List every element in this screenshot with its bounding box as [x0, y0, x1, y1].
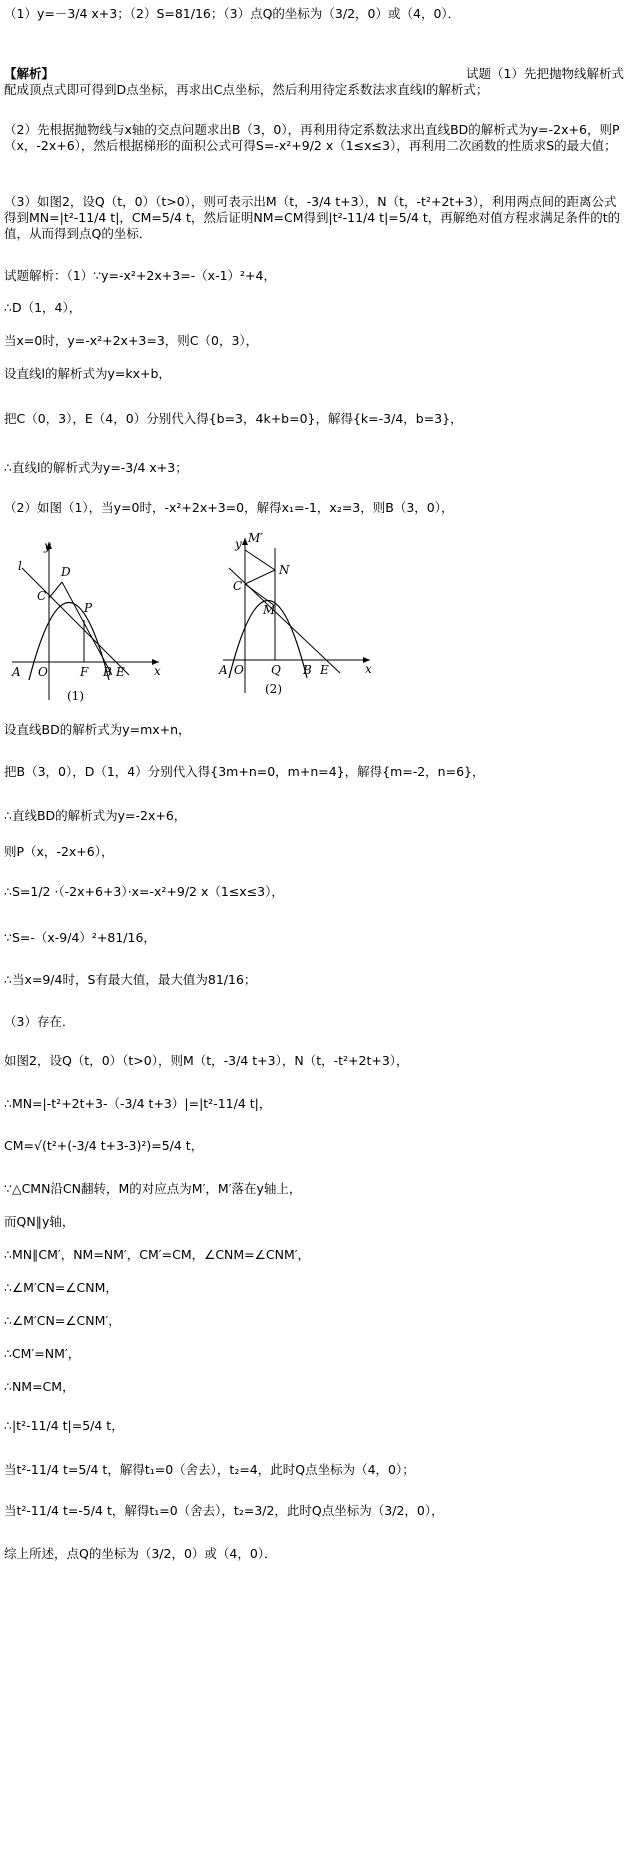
label-y: y: [44, 539, 51, 553]
label-m: M: [263, 603, 276, 617]
label-d: D: [61, 565, 71, 579]
solution-line: ∴NM=CM，: [4, 1379, 75, 1394]
label-q: Q: [271, 663, 281, 677]
label-o: O: [234, 663, 244, 677]
solution-line: ∴直线BD的解析式为y=-2x+6，: [4, 808, 187, 823]
label-y: y: [235, 537, 242, 551]
solution-line: 如图2，设Q（t，0）（t>0），则M（t，-3/4 t+3），N（t，-t²+2t+3），: [4, 1053, 409, 1068]
analysis-part1: 试题（1）先把抛物线解析式配成顶点式即可得到D点坐标，再求出C点坐标，然后利用待定系数法求直线l的解析式；: [4, 66, 624, 97]
label-p: P: [84, 601, 93, 615]
solution-line: ∴S=1/2 ·（-2x+6+3）·x=-x²+9/2 x（1≤x≤3），: [4, 884, 284, 899]
segment-cn: [245, 570, 275, 584]
solution-line: 把B（3，0），D（1，4）分别代入得{3m+n=0，m+n=4}，解得{m=-2，n=6}，: [4, 764, 485, 779]
figure-2: [215, 528, 415, 703]
analysis-part3: （3）如图2，设Q（t，0）（t>0），则可表示出M（t，-3/4 t+3），N（t，-t²+2t+3），利用两点间的距离公式得到MN=|t²-11/4 t|，CM=5/4 t，然后证明NM=CM得到|t²-11/4 t|=5/4 t，再解绝对值方程求满足条件的t的值，从而得到点Q的坐标．: [4, 194, 621, 241]
label-x: x: [365, 662, 372, 676]
label-a: A: [219, 663, 228, 677]
solution-line: ∴MN∥CM′，NM=NM′，CM′=CM，∠CNM=∠CNM′，: [4, 1247, 311, 1262]
label-e: E: [116, 665, 125, 679]
solution-line: CM=√(t²+(-3/4 t+3-3)²)=5/4 t，: [4, 1138, 204, 1153]
label-x: x: [154, 664, 161, 678]
analysis-heading: 【解析】: [4, 66, 55, 81]
solution-line: ∴直线l的解析式为y=-3/4 x+3；: [4, 460, 188, 475]
solution-line: ∴|t²-11/4 t|=5/4 t，: [4, 1418, 124, 1433]
solution-line: 当t²-11/4 t=5/4 t，解得t₁=0（舍去），t₂=4，此时Q点坐标为（4，0）；: [4, 1462, 415, 1477]
solution-line: ∴当x=9/4时，S有最大值，最大值为81/16；: [4, 972, 257, 987]
label-m-prime: M′: [248, 531, 264, 545]
solution-line: 设直线BD的解析式为y=mx+n，: [4, 722, 191, 737]
solution-line: ∴CM′=NM′，: [4, 1346, 81, 1361]
label-o: O: [38, 665, 48, 679]
analysis-part2: （2）先根据抛物线与x轴的交点问题求出B（3，0），再利用待定系数法求出直线BD的解析式为y=-2x+6，则P（x，-2x+6），然后根据梯形的面积公式可得S=-x²+9/2 x（1≤x≤3），再利用二次函数的性质求S的最大值；: [4, 122, 620, 153]
segment-cd: [49, 582, 62, 598]
solution-line: ∴∠M′CN=∠CNM′，: [4, 1313, 121, 1328]
label-a: A: [12, 665, 21, 679]
solution-line: 而QN∥y轴，: [4, 1214, 75, 1229]
solution-line: ∵S=-（x-9/4）²+81/16，: [4, 930, 156, 945]
solution-line: （2）如图（1），当y=0时，-x²+2x+3=0，解得x₁=-1，x₂=3，则B（3，0），: [4, 500, 454, 515]
solution-line: 综上所述，点Q的坐标为（3/2，0）或（4，0）．: [4, 1546, 277, 1561]
label-n: N: [279, 563, 290, 577]
figure-1: [4, 530, 204, 705]
line-l: [22, 568, 129, 675]
solution-line: 设直线l的解析式为y=kx+b，: [4, 366, 171, 381]
solution-line: 试题解析：（1）∵y=-x²+2x+3=-（x-1）²+4，: [4, 268, 276, 283]
line-bd: [62, 582, 112, 675]
label-f: F: [80, 665, 89, 679]
figure-1-caption: (1): [67, 689, 84, 703]
answer-line: （1）y=－3/4 x+3；（2）S=81/16；（3）点Q的坐标为（3/2，0）或（4，0）．: [4, 6, 461, 21]
solution-line: 则P（x，-2x+6），: [4, 844, 114, 859]
solution-line: ∴∠M′CN=∠CNM，: [4, 1280, 118, 1295]
label-e: E: [320, 663, 329, 677]
solution-line: 把C（0，3），E（4，0）分别代入得{b=3，4k+b=0}，解得{k=-3/4，b=3}，: [4, 411, 463, 426]
label-l: l: [18, 559, 22, 573]
label-c: C: [233, 579, 243, 593]
solution-line: 当x=0时，y=-x²+2x+3=3，则C（0，3），: [4, 333, 259, 348]
solution-line: ∴D（1，4），: [4, 300, 82, 315]
segment-mpn: [245, 550, 275, 570]
solution-line: 当t²-11/4 t=-5/4 t，解得t₁=0（舍去），t₂=3/2，此时Q点坐标为（3/2，0），: [4, 1503, 444, 1518]
solution-line: ∴MN=|-t²+2t+3-（-3/4 t+3）|=|t²-11/4 t|，: [4, 1096, 272, 1111]
solution-line: （3）存在．: [4, 1014, 75, 1029]
label-b: B: [103, 665, 112, 679]
figure-2-caption: (2): [265, 682, 282, 696]
label-c: C: [37, 589, 47, 603]
label-b: B: [303, 663, 312, 677]
solution-line: ∵△CMN沿CN翻转，M的对应点为M′，M′落在y轴上，: [4, 1181, 302, 1196]
